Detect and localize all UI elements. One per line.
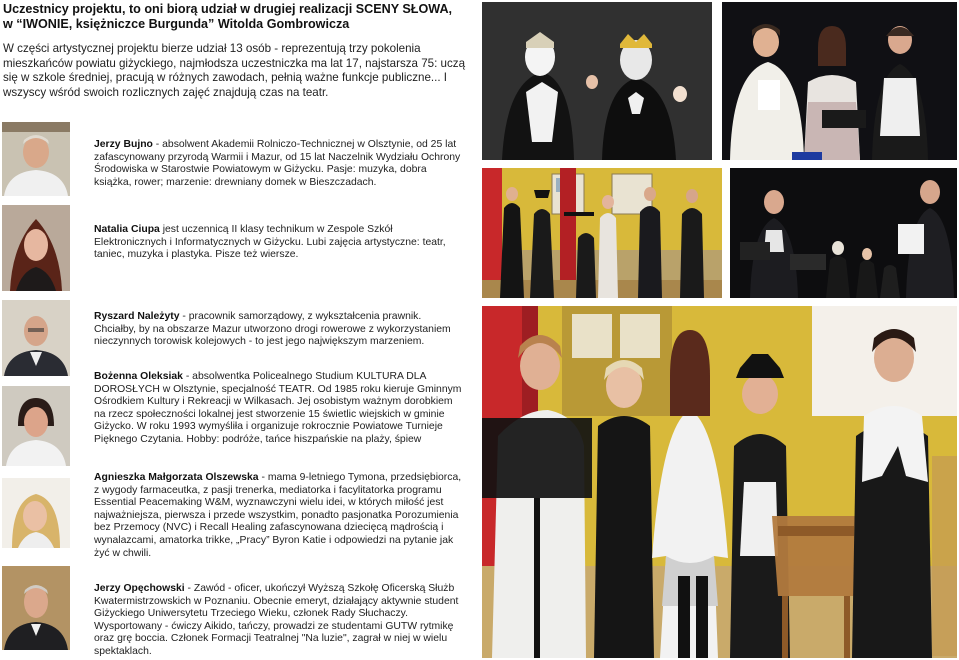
portrait-agnieszka-olszewska [2,478,70,548]
photo-readers-on-stage [722,2,957,160]
portrait-ryszard-nalezyty [2,300,70,376]
bio-name: Bożenna Oleksiak [94,371,183,382]
bio-text: - Zawód - oficer, ukończył Wyższą Szkołę Oficerską Służb Kwatermistrzowskich w Poznaniu. Obecnie emeryt, działający aktywnie student Giżyckiego Uniwersytetu Trzeciego Wieku, członek Rady Słuchaczy. Wysportowany - ćwiczy Aikido, tańczy, prowadzi ze studentami GUTW rytmikę oraz grę boccia. Członek Formacji Teatralnej "Na luzie", zagrał w niej w wielu spektaklach. [94,583,459,657]
photo-cast-on-stage [482,306,957,658]
bio-ryszard-nalezyty [94,311,464,349]
bio-text: - absolwentka Policealnego Studium KULTURA DLA DOROSŁYCH w Olsztynie, specjalność TEATR. Od 1985 roku kieruje Gminnym Ośrodkiem Kultury i Rekreacji w Wilkasach. Jej osobistym ważnym dorobkiem na rzecz społeczności lokalnej jest stworzenie 15 świetlic wiejskich w gminie Giżycko. W roku 1993 wymyśliła i organizuje rokrocznie Powiatowe Turnieje Pięknego Czytania. Hobby: podróże, tańce hiszpańskie na plaży, śpiew [94,371,462,445]
portrait-bozenna-oleksiak [2,386,70,466]
bio-jerzy-opechowski [94,583,464,659]
bio-text: jest uczennicą II klasy technikum w Zespole Szkół Elektronicznych i Informatycznych w Giżycku. Lubi zajęcia artystyczne: teatr, taniec, muzyka i plastyka. Pisze też wiersze. [94,224,446,261]
bio-agnieszka-olszewska [94,472,464,560]
bio-name: Ryszard Należyty [94,311,180,322]
portrait-jerzy-bujno [2,122,70,196]
photo-masked-actors [482,2,712,160]
photo-stage-group-curtain [482,168,722,298]
bio-name: Natalia Ciupa [94,224,160,235]
bio-text: - pracownik samorządowy, z wykształcenia prawnik. Chciałby, by na obszarze Mazur utworzono drogi rowerowe z wykorzystaniem nieczynnych torowisk kolejowych - to jest jego największym marzeniem. [94,311,451,348]
bio-bozenna-oleksiak [94,371,464,447]
bio-name: Agnieszka Małgorzata Olszewska [94,472,259,483]
bio-jerzy-bujno [94,139,464,189]
portrait-natalia-ciupa [2,205,70,291]
intro-paragraph: W części artystycznej projektu bierze udział 13 osób - reprezentują trzy pokolenia mieszkańców powiatu giżyckiego, najmłodsza uczestniczka ma lat 17, najstarsza 75: uczą się w szkole średniej, pracują w różnych zawodach, pełnią ważne funkcje publiczne... I wszyscy wśród swoich rozlicznych zajęć znajdują czas na teatr. [3,42,466,99]
bio-text: - mama 9-letniego Tymona, przedsiębiorca, z wygody farmaceutka, z pasji trenerka, mediatorka i facylitatorka programu Essential Peacemaking W&M, wyznawczyni wielu idei, w których miłość jest najważniejsza, pierwsza i przede wszystkim, ponadto pasjonatka Porozumienia bez Przemocy (NVC) i Recall Healing zafascynowana dziecięcą mądrością i wynalazcami, amatorka trikke, „Pracy” Byron Katie i odpowiedzi na pytanie jak żyć w chwili. [94,472,462,559]
bio-natalia-ciupa [94,224,464,262]
bio-text: - absolwent Akademii Rolniczo-Technicznej w Olsztynie, od 25 lat zafascynowany przyrodą Warmii i Mazur, od 15 lat Naczelnik Wydziału Ochrony Środowiska w Starostwie Powiatowym w Giżycku. Pasje: muzyka, dobra książka, rower; marzenie: drewniany domek w Bieszczadach. [94,139,461,188]
bio-name: Jerzy Bujno [94,139,153,150]
title-line-1: Uczestnicy projektu, to oni biorą udział w drugiej realizacji SCENY SŁOWA, [3,2,453,16]
title-line-2: w “IWONIE, księżniczce Burgunda” Witolda Gombrowicza [3,17,350,31]
photo-actors-with-scripts [730,168,957,298]
bio-name: Jerzy Opęchowski [94,583,185,594]
page-title [3,2,473,32]
portrait-jerzy-opechowski [2,566,70,650]
